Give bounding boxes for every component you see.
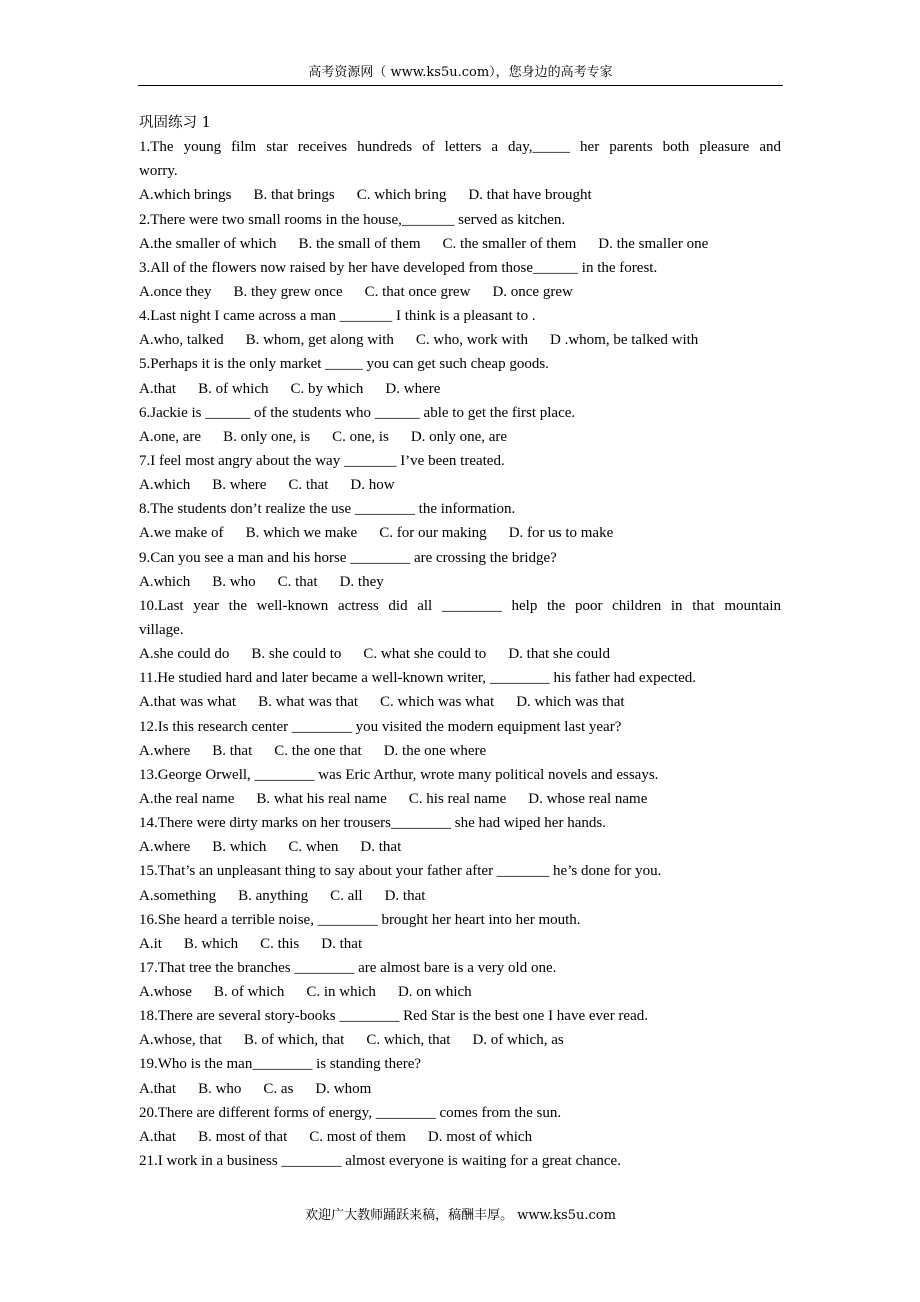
option-d: D. on which — [397, 984, 472, 1001]
question-text: 12.Is this research center ________ you visited the modern equipment last year? — [139, 718, 622, 735]
option-d: D. most of which — [427, 1128, 533, 1145]
option-a: A.one, are — [139, 428, 202, 445]
option-b: B. only one, is — [223, 428, 311, 445]
option-d: D. for us to make — [508, 525, 614, 542]
option-a: A.it — [139, 935, 162, 952]
option-c: C. which was what — [380, 694, 495, 711]
option-c: C. the smaller of them — [442, 235, 577, 252]
option-a: A.the real name — [139, 790, 235, 807]
option-c: C. his real name — [408, 790, 507, 807]
question-text: 5.Perhaps it is the only market _____ you can get such cheap goods. — [139, 356, 549, 373]
option-c: C. by which — [290, 380, 364, 397]
option-c: C. when — [288, 839, 339, 856]
answer-options — [139, 1028, 781, 1052]
answer-options — [139, 521, 781, 545]
option-a: A.whose — [139, 984, 192, 1001]
option-d: D. the smaller one — [598, 235, 709, 252]
option-d: D. once grew — [492, 283, 573, 300]
option-a: A.we make of — [139, 525, 224, 542]
option-b: B. of which — [198, 380, 269, 397]
answer-options — [139, 932, 781, 956]
option-a: A.where — [139, 742, 191, 759]
answer-options — [139, 980, 781, 1004]
option-c: C. in which — [306, 984, 376, 1001]
question-text: 7.I feel most angry about the way _______ I’ve been treated. — [139, 452, 505, 469]
answer-options — [139, 787, 781, 811]
page-footer: 欢迎广大教师踊跃来稿，稿酬丰厚。 www.ks5u.com — [305, 1208, 616, 1223]
option-c: C. one, is — [332, 428, 389, 445]
option-a: A.that — [139, 380, 177, 397]
option-b: B. she could to — [251, 646, 342, 663]
answer-options — [139, 642, 781, 666]
option-d: D. how — [350, 477, 395, 494]
option-b: B. they grew once — [233, 283, 343, 300]
option-a: A.the smaller of which — [139, 235, 277, 252]
option-a: A.that — [139, 1080, 177, 1097]
question-list — [139, 135, 781, 1173]
option-c: C. who, work with — [415, 332, 528, 349]
option-a: A.who, talked — [139, 332, 224, 349]
question-text: 20.There are different forms of energy, ________ comes from the sun. — [139, 1104, 562, 1121]
option-d: D. the one where — [383, 742, 487, 759]
option-c: C. what she could to — [363, 646, 487, 663]
option-a: A.whose, that — [139, 1032, 222, 1049]
option-c: C. as — [263, 1080, 294, 1097]
option-c: C. which bring — [356, 187, 447, 204]
option-b: B. who — [212, 573, 256, 590]
question-text: 16.She heard a terrible noise, ________ brought her heart into her mouth. — [139, 911, 581, 928]
question-text: 4.Last night I came across a man _______ I think is a pleasant to . — [139, 308, 536, 325]
option-b: B. the small of them — [298, 235, 421, 252]
answer-options — [139, 690, 781, 714]
question-text: 13.George Orwell, ________ was Eric Arthur, wrote many political novels and essays. — [139, 766, 659, 783]
question-text-continued: village. — [139, 621, 184, 638]
question-text: 14.There were dirty marks on her trousers________ she had wiped her hands. — [139, 815, 606, 832]
option-d: D. that — [360, 839, 402, 856]
answer-options — [139, 739, 781, 763]
answer-options — [139, 1125, 781, 1149]
question-text-continued: worry. — [139, 163, 178, 180]
option-b: B. that — [212, 742, 253, 759]
option-d: D. that have brought — [468, 187, 592, 204]
option-b: B. which we make — [245, 525, 358, 542]
option-a: A.that was what — [139, 694, 237, 711]
question-text: 19.Who is the man________ is standing there? — [139, 1056, 422, 1073]
answer-options — [139, 328, 781, 352]
option-a: A.which brings — [139, 187, 232, 204]
option-b: B. of which, that — [243, 1032, 345, 1049]
answer-options — [139, 1077, 781, 1101]
answer-options — [139, 183, 781, 207]
answer-options — [139, 835, 781, 859]
option-a: A.where — [139, 839, 191, 856]
question-text: 1.The young film star receives hundreds of letters a day,_____ her parents both pleasure and — [139, 139, 781, 156]
option-d: D. that — [321, 935, 363, 952]
option-c: C. this — [260, 935, 300, 952]
answer-options — [139, 280, 781, 304]
option-d: D. that — [384, 887, 426, 904]
exercise-content — [139, 111, 781, 1173]
option-d: D. whose real name — [528, 790, 648, 807]
option-b: B. which — [183, 935, 239, 952]
option-a: A.once they — [139, 283, 212, 300]
option-d: D. whom — [315, 1080, 372, 1097]
option-a: A.she could do — [139, 646, 230, 663]
option-d: D. they — [339, 573, 384, 590]
option-c: C. that — [277, 573, 318, 590]
answer-options — [139, 473, 781, 497]
option-b: B. who — [198, 1080, 242, 1097]
question-text: 21.I work in a business ________ almost everyone is waiting for a great chance. — [139, 1153, 621, 1170]
question-text: 11.He studied hard and later became a well-known writer, ________ his father had expected. — [139, 670, 696, 687]
option-c: C. that once grew — [364, 283, 471, 300]
option-b: B. what was that — [258, 694, 359, 711]
answer-options — [139, 570, 781, 594]
option-d: D .whom, be talked with — [550, 332, 699, 349]
question-text: 8.The students don’t realize the use ________ the information. — [139, 501, 516, 518]
option-b: B. most of that — [198, 1128, 288, 1145]
option-c: C. the one that — [274, 742, 362, 759]
question-text: 2.There were two small rooms in the house,_______ served as kitchen. — [139, 211, 566, 228]
option-c: C. all — [330, 887, 363, 904]
option-c: C. which, that — [366, 1032, 451, 1049]
option-b: B. whom, get along with — [245, 332, 394, 349]
answer-options — [139, 377, 781, 401]
option-a: A.that — [139, 1128, 177, 1145]
option-c: C. for our making — [379, 525, 487, 542]
question-text: 17.That tree the branches ________ are almost bare is a very old one. — [139, 959, 557, 976]
question-text: 18.There are several story-books ________ Red Star is the best one I have ever read. — [139, 1008, 648, 1025]
option-a: A.which — [139, 573, 191, 590]
option-d: D. where — [385, 380, 441, 397]
option-d: D. which was that — [516, 694, 625, 711]
question-text: 3.All of the flowers now raised by her have developed from those______ in the forest. — [139, 259, 658, 276]
option-b: B. anything — [238, 887, 309, 904]
question-text: 9.Can you see a man and his horse ________ are crossing the bridge? — [139, 549, 557, 566]
option-d: D. that she could — [508, 646, 610, 663]
option-b: B. of which — [213, 984, 285, 1001]
option-b: B. where — [212, 477, 267, 494]
option-c: C. most of them — [309, 1128, 406, 1145]
option-d: D. only one, are — [410, 428, 508, 445]
option-d: D. of which, as — [472, 1032, 564, 1049]
option-b: B. that brings — [253, 187, 335, 204]
option-b: B. which — [212, 839, 267, 856]
answer-options — [139, 884, 781, 908]
question-text: 15.That’s an unpleasant thing to say about your father after _______ he’s done for you. — [139, 863, 662, 880]
exercise-title: 巩固练习 1 — [139, 115, 211, 131]
answer-options — [139, 232, 781, 256]
option-a: A.something — [139, 887, 217, 904]
option-b: B. what his real name — [256, 790, 387, 807]
question-text: 10.Last year the well-known actress did all ________ help the poor children in that mountain — [139, 597, 781, 614]
answer-options — [139, 425, 781, 449]
option-a: A.which — [139, 477, 191, 494]
option-c: C. that — [288, 477, 329, 494]
page-header: 高考资源网（ www.ks5u.com），您身边的高考专家 — [138, 64, 783, 86]
question-text: 6.Jackie is ______ of the students who ______ able to get the first place. — [139, 404, 576, 421]
